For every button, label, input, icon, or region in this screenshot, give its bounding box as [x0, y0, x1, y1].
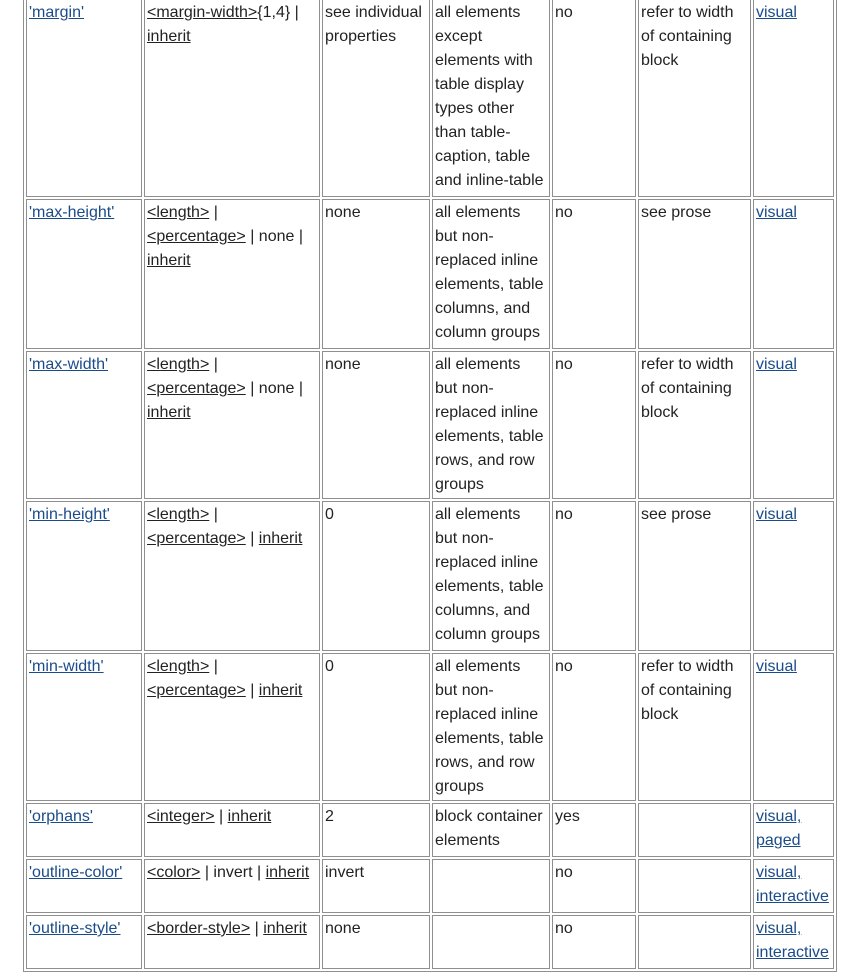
- value-text: |: [245, 530, 259, 547]
- applies-to-cell: all elements but non-replaced inline elements, table columns, and column groups: [432, 199, 550, 349]
- applies-to-cell: all elements but non-replaced inline elements, table rows, and row groups: [432, 653, 550, 801]
- media-groups-cell: [753, 803, 834, 857]
- property-table-body: [26, 0, 834, 969]
- property-name-link[interactable]: 'margin': [29, 4, 85, 21]
- property-name-cell: [26, 653, 142, 801]
- property-table: [23, 0, 837, 972]
- value-text: |: [245, 682, 259, 699]
- values-cell: [144, 501, 320, 651]
- initial-cell: none: [322, 915, 430, 969]
- table-row: [26, 351, 834, 499]
- values-cell: [144, 859, 320, 913]
- media-group-link[interactable]: visual,: [756, 920, 802, 937]
- values-cell: [144, 199, 320, 349]
- value-link[interactable]: inherit: [227, 808, 272, 825]
- value-link[interactable]: <length>: [147, 506, 210, 523]
- value-text: |: [209, 356, 218, 373]
- value-link[interactable]: inherit: [258, 682, 303, 699]
- media-group-link[interactable]: visual,: [756, 864, 802, 881]
- property-name-link[interactable]: 'max-width': [29, 356, 109, 373]
- value-text: | invert |: [200, 864, 266, 881]
- media-group-link[interactable]: paged: [756, 832, 801, 849]
- media-groups-cell: [753, 0, 834, 197]
- table-row: [26, 0, 834, 197]
- property-name-link[interactable]: 'min-width': [29, 658, 104, 675]
- inherited-cell: no: [552, 915, 636, 969]
- property-name-cell: [26, 915, 142, 969]
- applies-to-cell: all elements but non-replaced inline elements, table rows, and row groups: [432, 351, 550, 499]
- property-name-link[interactable]: 'min-height': [29, 506, 110, 523]
- table-row: [26, 653, 834, 801]
- table-row: [26, 501, 834, 651]
- value-link[interactable]: <color>: [147, 864, 201, 881]
- initial-cell: none: [322, 199, 430, 349]
- applies-to-cell: block container elements: [432, 803, 550, 857]
- value-link[interactable]: <percentage>: [147, 380, 246, 397]
- media-groups-cell: [753, 653, 834, 801]
- property-name-cell: [26, 199, 142, 349]
- media-group-link[interactable]: visual,: [756, 808, 802, 825]
- values-cell: [144, 0, 320, 197]
- values-cell: [144, 803, 320, 857]
- media-group-link[interactable]: visual: [756, 356, 797, 373]
- inherited-cell: yes: [552, 803, 636, 857]
- value-link[interactable]: <percentage>: [147, 530, 246, 547]
- inherited-cell: no: [552, 351, 636, 499]
- value-link[interactable]: <length>: [147, 658, 210, 675]
- value-link[interactable]: <margin-width>: [147, 4, 258, 21]
- applies-to-cell: [432, 915, 550, 969]
- value-link[interactable]: inherit: [263, 920, 307, 937]
- percentages-cell: see prose: [638, 501, 751, 651]
- initial-cell: 0: [322, 501, 430, 651]
- media-group-link[interactable]: visual: [756, 4, 797, 21]
- table-row: [26, 915, 834, 969]
- inherited-cell: no: [552, 199, 636, 349]
- percentages-cell: refer to width of containing block: [638, 0, 751, 197]
- initial-cell: see individual properties: [322, 0, 430, 197]
- value-text: |: [209, 658, 218, 675]
- media-group-link[interactable]: interactive: [756, 944, 829, 961]
- applies-to-cell: all elements except elements with table display types other than table-caption, table and inline-table: [432, 0, 550, 197]
- percentages-cell: [638, 915, 751, 969]
- value-link[interactable]: <border-style>: [147, 920, 251, 937]
- media-group-link[interactable]: interactive: [756, 888, 829, 905]
- value-link[interactable]: inherit: [147, 28, 191, 45]
- media-groups-cell: [753, 199, 834, 349]
- value-text: | none |: [245, 228, 303, 245]
- table-row: [26, 199, 834, 349]
- inherited-cell: no: [552, 859, 636, 913]
- value-text: |: [209, 204, 218, 221]
- value-link[interactable]: <percentage>: [147, 682, 246, 699]
- value-link[interactable]: inherit: [258, 530, 303, 547]
- inherited-cell: no: [552, 653, 636, 801]
- media-groups-cell: [753, 915, 834, 969]
- value-link[interactable]: inherit: [147, 404, 191, 421]
- property-name-link[interactable]: 'orphans': [29, 808, 93, 825]
- value-text: |: [209, 506, 218, 523]
- values-cell: [144, 351, 320, 499]
- value-link[interactable]: <length>: [147, 204, 210, 221]
- values-cell: [144, 915, 320, 969]
- initial-cell: none: [322, 351, 430, 499]
- percentages-cell: refer to width of containing block: [638, 653, 751, 801]
- inherited-cell: no: [552, 501, 636, 651]
- value-link[interactable]: <percentage>: [147, 228, 246, 245]
- value-link[interactable]: inherit: [265, 864, 310, 881]
- value-text: | none |: [245, 380, 303, 397]
- percentages-cell: [638, 859, 751, 913]
- property-name-link[interactable]: 'max-height': [29, 204, 115, 221]
- inherited-cell: no: [552, 0, 636, 197]
- value-text: |: [214, 808, 228, 825]
- applies-to-cell: [432, 859, 550, 913]
- percentages-cell: refer to width of containing block: [638, 351, 751, 499]
- property-name-cell: [26, 351, 142, 499]
- value-text: {1,4} |: [257, 4, 299, 21]
- media-group-link[interactable]: visual: [756, 658, 797, 675]
- initial-cell: 2: [322, 803, 430, 857]
- property-name-cell: [26, 501, 142, 651]
- percentages-cell: see prose: [638, 199, 751, 349]
- values-cell: [144, 653, 320, 801]
- value-link[interactable]: inherit: [147, 252, 191, 269]
- media-groups-cell: [753, 859, 834, 913]
- media-group-link[interactable]: visual: [756, 506, 797, 523]
- property-name-cell: [26, 859, 142, 913]
- value-link[interactable]: <length>: [147, 356, 210, 373]
- table-row: [26, 803, 834, 857]
- property-name-cell: [26, 0, 142, 197]
- value-text: |: [250, 920, 264, 937]
- table-row: [26, 859, 834, 913]
- percentages-cell: [638, 803, 751, 857]
- initial-cell: invert: [322, 859, 430, 913]
- property-name-cell: [26, 803, 142, 857]
- property-name-link[interactable]: 'outline-color': [29, 864, 123, 881]
- initial-cell: 0: [322, 653, 430, 801]
- media-groups-cell: [753, 501, 834, 651]
- applies-to-cell: all elements but non-replaced inline elements, table columns, and column groups: [432, 501, 550, 651]
- value-link[interactable]: <integer>: [147, 808, 215, 825]
- media-group-link[interactable]: visual: [756, 204, 797, 221]
- media-groups-cell: [753, 351, 834, 499]
- property-name-link[interactable]: 'outline-style': [29, 920, 121, 937]
